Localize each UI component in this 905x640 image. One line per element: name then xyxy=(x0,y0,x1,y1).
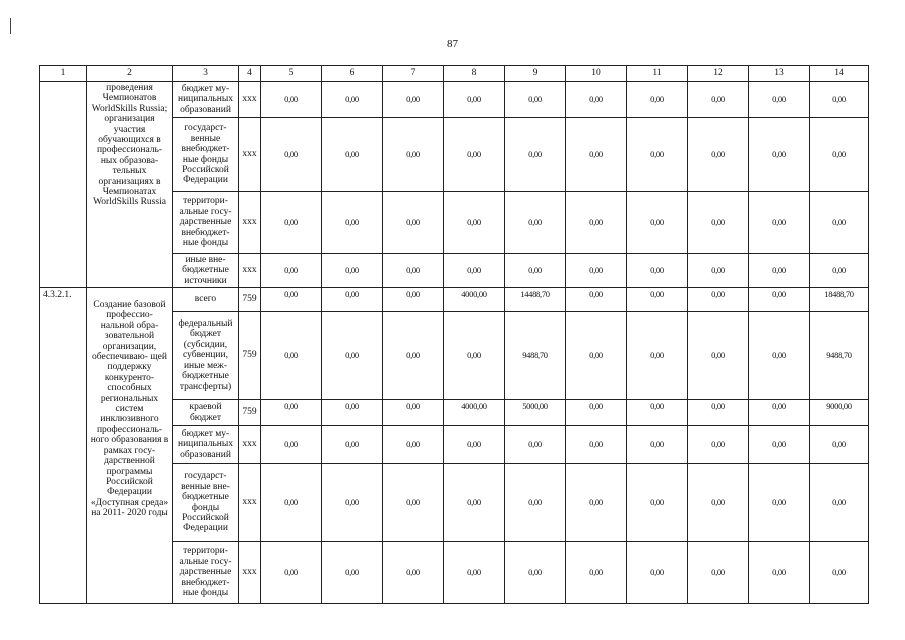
value-cell-col-12: 0,00 xyxy=(688,426,749,464)
budget-code: ххх xyxy=(239,426,261,464)
value-cell-col-10: 0,00 xyxy=(566,288,627,312)
value-cell-col-14: 18488,70 xyxy=(810,288,869,312)
value-cell-col-6: 0,00 xyxy=(322,542,383,604)
column-number-4: 4 xyxy=(239,66,261,82)
value-cell-col-5: 0,00 xyxy=(261,82,322,118)
value-cell-col-6: 0,00 xyxy=(322,192,383,254)
column-number-8: 8 xyxy=(444,66,505,82)
value-cell-col-12: 0,00 xyxy=(688,82,749,118)
column-number-10: 10 xyxy=(566,66,627,82)
budget-code: 759 xyxy=(239,288,261,312)
value-cell-col-8: 0,00 xyxy=(444,312,505,400)
value-cell-col-14: 0,00 xyxy=(810,192,869,254)
funding-source: бюджет му- ниципальных образований xyxy=(173,426,239,464)
value-cell-col-9: 5000,00 xyxy=(505,400,566,426)
value-cell-col-10: 0,00 xyxy=(566,464,627,542)
column-number-11: 11 xyxy=(627,66,688,82)
value-cell-col-14: 9000,00 xyxy=(810,400,869,426)
value-cell-col-9: 0,00 xyxy=(505,254,566,288)
value-cell-col-7: 0,00 xyxy=(383,288,444,312)
value-cell-col-5: 0,00 xyxy=(261,542,322,604)
column-number-12: 12 xyxy=(688,66,749,82)
value-cell-col-13: 0,00 xyxy=(749,426,810,464)
value-cell-col-5: 0,00 xyxy=(261,254,322,288)
value-cell-col-12: 0,00 xyxy=(688,400,749,426)
column-number-13: 13 xyxy=(749,66,810,82)
value-cell-col-7: 0,00 xyxy=(383,426,444,464)
value-cell-col-9: 0,00 xyxy=(505,192,566,254)
value-cell-col-14: 0,00 xyxy=(810,542,869,604)
value-cell-col-14: 0,00 xyxy=(810,118,869,192)
item-code xyxy=(40,82,87,288)
value-cell-col-11: 0,00 xyxy=(627,542,688,604)
value-cell-col-7: 0,00 xyxy=(383,542,444,604)
value-cell-col-10: 0,00 xyxy=(566,426,627,464)
funding-source: территори- альные госу- дарственные внебюджет- ные фонды xyxy=(173,542,239,604)
value-cell-col-6: 0,00 xyxy=(322,288,383,312)
budget-code: ххх xyxy=(239,82,261,118)
value-cell-col-11: 0,00 xyxy=(627,312,688,400)
value-cell-col-7: 0,00 xyxy=(383,192,444,254)
value-cell-col-5: 0,00 xyxy=(261,288,322,312)
value-cell-col-8: 4000,00 xyxy=(444,288,505,312)
budget-code: ххх xyxy=(239,542,261,604)
value-cell-col-13: 0,00 xyxy=(749,192,810,254)
budget-table xyxy=(39,65,869,604)
funding-source: федеральный бюджет (субсидии, субвенции, иные меж- бюджетные трансферты) xyxy=(173,312,239,400)
value-cell-col-14: 0,00 xyxy=(810,82,869,118)
value-cell-col-9: 0,00 xyxy=(505,118,566,192)
value-cell-col-11: 0,00 xyxy=(627,288,688,312)
column-number-9: 9 xyxy=(505,66,566,82)
value-cell-col-6: 0,00 xyxy=(322,312,383,400)
value-cell-col-13: 0,00 xyxy=(749,400,810,426)
value-cell-col-10: 0,00 xyxy=(566,254,627,288)
value-cell-col-11: 0,00 xyxy=(627,254,688,288)
value-cell-col-8: 0,00 xyxy=(444,542,505,604)
value-cell-col-5: 0,00 xyxy=(261,464,322,542)
value-cell-col-10: 0,00 xyxy=(566,82,627,118)
value-cell-col-5: 0,00 xyxy=(261,192,322,254)
value-cell-col-6: 0,00 xyxy=(322,254,383,288)
value-cell-col-13: 0,00 xyxy=(749,312,810,400)
value-cell-col-8: 0,00 xyxy=(444,254,505,288)
table-row xyxy=(40,82,869,118)
value-cell-col-12: 0,00 xyxy=(688,192,749,254)
value-cell-col-12: 0,00 xyxy=(688,312,749,400)
value-cell-col-9: 14488,70 xyxy=(505,288,566,312)
budget-code: 759 xyxy=(239,312,261,400)
value-cell-col-13: 0,00 xyxy=(749,542,810,604)
column-number-7: 7 xyxy=(383,66,444,82)
value-cell-col-8: 0,00 xyxy=(444,426,505,464)
value-cell-col-10: 0,00 xyxy=(566,542,627,604)
funding-source: иные вне- бюджетные источники xyxy=(173,254,239,288)
table-row xyxy=(40,288,869,312)
value-cell-col-13: 0,00 xyxy=(749,254,810,288)
value-cell-col-8: 0,00 xyxy=(444,192,505,254)
column-header-row xyxy=(40,66,869,82)
value-cell-col-6: 0,00 xyxy=(322,426,383,464)
value-cell-col-9: 0,00 xyxy=(505,426,566,464)
value-cell-col-11: 0,00 xyxy=(627,192,688,254)
table-body xyxy=(40,66,869,604)
value-cell-col-13: 0,00 xyxy=(749,82,810,118)
funding-source: краевой бюджет xyxy=(173,400,239,426)
value-cell-col-10: 0,00 xyxy=(566,312,627,400)
item-code: 4.3.2.1. xyxy=(40,288,87,604)
value-cell-col-8: 0,00 xyxy=(444,464,505,542)
value-cell-col-8: 0,00 xyxy=(444,82,505,118)
item-description: Создание базовой профессио- нальной обра- зовательной организации, обеспечиваю- щей поддержку конкуренто- способных региональных систем инклюзивного профессиональ- ного образования в рамках госу- дарственной программы Российской Федерации «Доступная среда» на 2011- 2020 годы xyxy=(87,288,173,604)
value-cell-col-6: 0,00 xyxy=(322,118,383,192)
column-number-6: 6 xyxy=(322,66,383,82)
value-cell-col-13: 0,00 xyxy=(749,288,810,312)
funding-source: бюджет му- ниципальных образований xyxy=(173,82,239,118)
budget-code: ххх xyxy=(239,118,261,192)
value-cell-col-9: 0,00 xyxy=(505,82,566,118)
value-cell-col-5: 0,00 xyxy=(261,118,322,192)
value-cell-col-9: 0,00 xyxy=(505,542,566,604)
column-number-1: 1 xyxy=(40,66,87,82)
value-cell-col-10: 0,00 xyxy=(566,400,627,426)
item-description: проведения Чемпионатов WorldSkills Russia; организация участия обучающихся в профессиональ- ных образова- тельных организациях в Чемпионатах WorldSkills Russia xyxy=(87,82,173,288)
value-cell-col-12: 0,00 xyxy=(688,288,749,312)
value-cell-col-6: 0,00 xyxy=(322,464,383,542)
value-cell-col-12: 0,00 xyxy=(688,542,749,604)
value-cell-col-7: 0,00 xyxy=(383,400,444,426)
value-cell-col-11: 0,00 xyxy=(627,426,688,464)
value-cell-col-12: 0,00 xyxy=(688,254,749,288)
value-cell-col-9: 9488,70 xyxy=(505,312,566,400)
value-cell-col-10: 0,00 xyxy=(566,192,627,254)
value-cell-col-7: 0,00 xyxy=(383,464,444,542)
value-cell-col-11: 0,00 xyxy=(627,464,688,542)
value-cell-col-7: 0,00 xyxy=(383,118,444,192)
funding-source: государст- венные вне- бюджетные фонды Российской Федерации xyxy=(173,464,239,542)
value-cell-col-11: 0,00 xyxy=(627,400,688,426)
value-cell-col-11: 0,00 xyxy=(627,118,688,192)
value-cell-col-5: 0,00 xyxy=(261,312,322,400)
funding-source: государст- венные внебюджет- ные фонды Российской Федерации xyxy=(173,118,239,192)
value-cell-col-13: 0,00 xyxy=(749,118,810,192)
value-cell-col-10: 0,00 xyxy=(566,118,627,192)
value-cell-col-7: 0,00 xyxy=(383,82,444,118)
budget-code: ххх xyxy=(239,192,261,254)
value-cell-col-12: 0,00 xyxy=(688,118,749,192)
value-cell-col-13: 0,00 xyxy=(749,464,810,542)
column-number-3: 3 xyxy=(173,66,239,82)
funding-source: территори- альные госу- дарственные внебюджет- ные фонды xyxy=(173,192,239,254)
value-cell-col-14: 9488,70 xyxy=(810,312,869,400)
value-cell-col-12: 0,00 xyxy=(688,464,749,542)
value-cell-col-7: 0,00 xyxy=(383,312,444,400)
value-cell-col-8: 4000,00 xyxy=(444,400,505,426)
value-cell-col-6: 0,00 xyxy=(322,82,383,118)
value-cell-col-9: 0,00 xyxy=(505,464,566,542)
value-cell-col-11: 0,00 xyxy=(627,82,688,118)
funding-source: всего xyxy=(173,288,239,312)
margin-mark xyxy=(10,18,11,34)
value-cell-col-7: 0,00 xyxy=(383,254,444,288)
value-cell-col-5: 0,00 xyxy=(261,426,322,464)
page-number: 87 xyxy=(447,38,458,50)
value-cell-col-8: 0,00 xyxy=(444,118,505,192)
value-cell-col-14: 0,00 xyxy=(810,464,869,542)
value-cell-col-5: 0,00 xyxy=(261,400,322,426)
value-cell-col-6: 0,00 xyxy=(322,400,383,426)
column-number-2: 2 xyxy=(87,66,173,82)
budget-code: 759 xyxy=(239,400,261,426)
column-number-5: 5 xyxy=(261,66,322,82)
value-cell-col-14: 0,00 xyxy=(810,254,869,288)
budget-code: ххх xyxy=(239,464,261,542)
budget-code: ххх xyxy=(239,254,261,288)
column-number-14: 14 xyxy=(810,66,869,82)
value-cell-col-14: 0,00 xyxy=(810,426,869,464)
